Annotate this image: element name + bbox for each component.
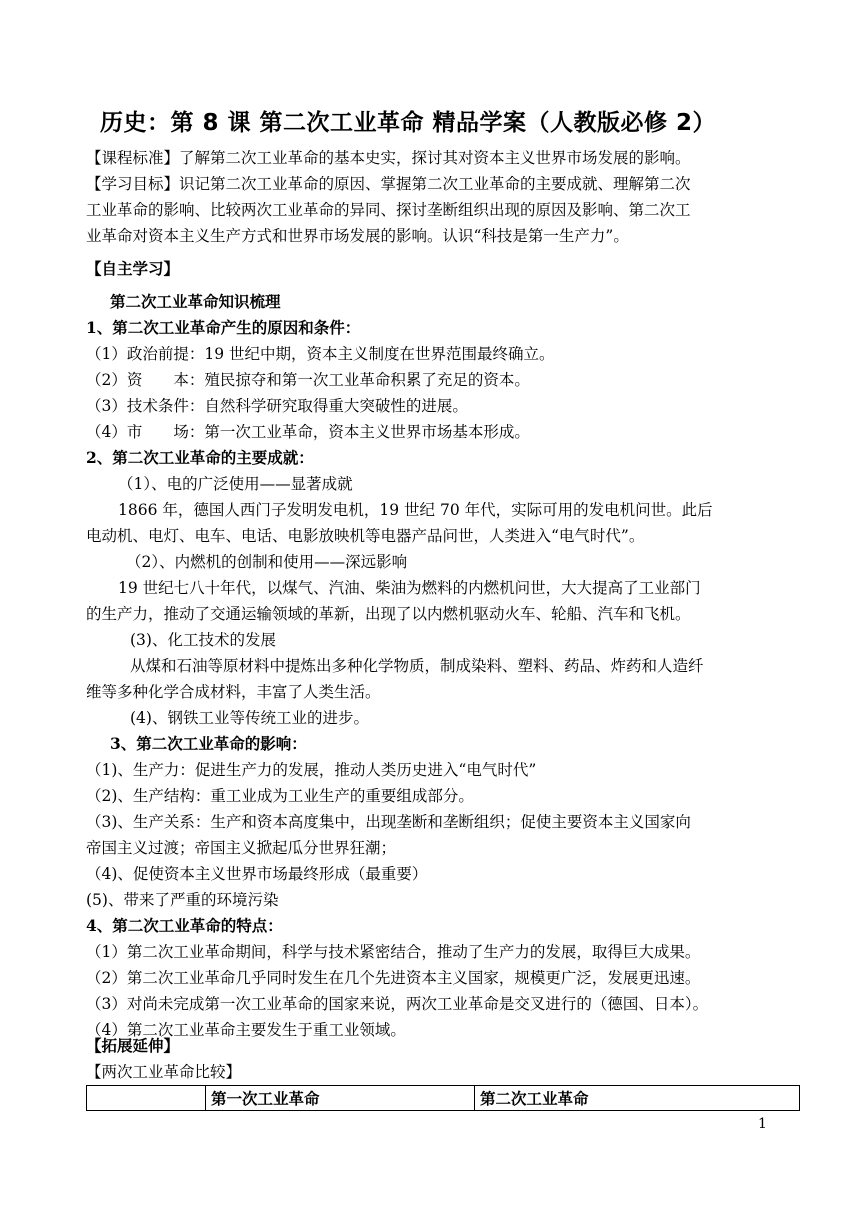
extension-heading: 【拓展延伸】 bbox=[86, 1036, 180, 1055]
table-row bbox=[87, 1086, 800, 1111]
section-2-subheading: （1）、电的广泛使用——显著成就 bbox=[118, 475, 353, 493]
table-header-cell bbox=[87, 1086, 206, 1111]
section-4-heading: 4、第二次工业革命的特点： bbox=[86, 916, 283, 935]
section-3-item: (5)、带来了严重的环境污染 bbox=[86, 891, 279, 909]
comparison-heading: 【两次工业革命比较】 bbox=[86, 1063, 242, 1081]
page-number: 1 bbox=[758, 1116, 767, 1132]
section-3-item: （1)、生产力：促进生产力的发展，推动人类历史进入“电气时代” bbox=[86, 761, 537, 779]
learning-goal-line: 工业革命的影响、比较两次工业革命的异同、探讨垄断组织出现的原因及影响、第二次工 bbox=[86, 201, 691, 219]
table-header-cell: 第二次工业革命 bbox=[475, 1086, 800, 1111]
comparison-table bbox=[86, 1085, 800, 1111]
section-4-item: （4）第二次工业革命主要发生于重工业领域。 bbox=[86, 1021, 406, 1039]
learning-goal-line: 业革命对资本主义生产方式和世界市场发展的影响。认识“科技是第一生产力”。 bbox=[86, 227, 629, 245]
section-3-item: （3)、生产关系：生产和资本高度集中，出现垄断和垄断组织；促使主要资本主义国家向 bbox=[86, 813, 691, 831]
section-4-item: （1）第二次工业革命期间，科学与技术紧密结合，推动了生产力的发展，取得巨大成果。 bbox=[86, 943, 701, 961]
section-2-paragraph: 电动机、电灯、电车、电话、电影放映机等电器产品问世，人类进入“电气时代”。 bbox=[86, 527, 645, 545]
course-standard: 【课程标准】了解第二次工业革命的基本史实，探讨其对资本主义世界市场发展的影响。 bbox=[86, 149, 691, 167]
outline-heading: 第二次工业革命知识梳理 bbox=[110, 292, 281, 311]
section-2-subheading: (3)、化工技术的发展 bbox=[130, 631, 276, 649]
section-4-item: （3）对尚未完成第一次工业革命的国家来说，两次工业革命是交叉进行的（德国、日本）。 bbox=[86, 995, 709, 1013]
section-2-paragraph: 1866 年，德国人西门子发明发电机，19 世纪 70 年代，实际可用的发电机问世。此后 bbox=[118, 501, 713, 519]
section-1-item: （1）政治前提：19 世纪中期，资本主义制度在世界范围最终确立。 bbox=[86, 345, 555, 363]
section-3-heading: 3、第二次工业革命的影响： bbox=[110, 734, 307, 753]
page-title: 历史：第 8 课 第二次工业革命 精品学案（人教版必修 2） bbox=[100, 110, 717, 136]
section-1-item: （3）技术条件：自然科学研究取得重大突破性的进展。 bbox=[86, 397, 468, 415]
section-2-paragraph: 从煤和石油等原材料中提炼出多种化学物质，制成染料、塑料、药品、炸药和人造纤 bbox=[130, 657, 704, 675]
section-4-item: （2）第二次工业革命几乎同时发生在几个先进资本主义国家，规模更广泛，发展更迅速。 bbox=[86, 969, 701, 987]
section-1-heading: 1、第二次工业革命产生的原因和条件： bbox=[86, 318, 361, 337]
section-1-item: （4）市 场：第一次工业革命，资本主义世界市场基本形成。 bbox=[86, 423, 530, 441]
section-1-item: （2）资 本：殖民掠夺和第一次工业革命积累了充足的资本。 bbox=[86, 371, 530, 389]
table-header-cell: 第一次工业革命 bbox=[206, 1086, 475, 1111]
section-2-paragraph: 19 世纪七八十年代，以煤气、汽油、柴油为燃料的内燃机问世，大大提高了工业部门 bbox=[118, 579, 701, 597]
section-2-paragraph: 维等多种化学合成材料，丰富了人类生活。 bbox=[86, 683, 381, 701]
section-3-item: （4)、促使资本主义世界市场最终形成（最重要） bbox=[86, 865, 428, 883]
section-2-subheading: （2）、内燃机的创制和使用——深远影响 bbox=[126, 553, 408, 571]
section-3-item: （2)、生产结构：重工业成为工业生产的重要组成部分。 bbox=[86, 787, 474, 805]
section-3-item: 帝国主义过渡；帝国主义掀起瓜分世界狂潮； bbox=[86, 839, 397, 857]
learning-goal-line: 【学习目标】识记第二次工业革命的原因、掌握第二次工业革命的主要成就、理解第二次 bbox=[86, 175, 691, 193]
section-2-paragraph: 的生产力，推动了交通运输领域的革新，出现了以内燃机驱动火车、轮船、汽车和飞机。 bbox=[86, 605, 691, 623]
section-2-subheading: (4)、钢铁工业等传统工业的进步。 bbox=[130, 709, 369, 727]
self-study-heading: 【自主学习】 bbox=[86, 259, 180, 278]
section-2-heading: 2、第二次工业革命的主要成就： bbox=[86, 448, 314, 467]
